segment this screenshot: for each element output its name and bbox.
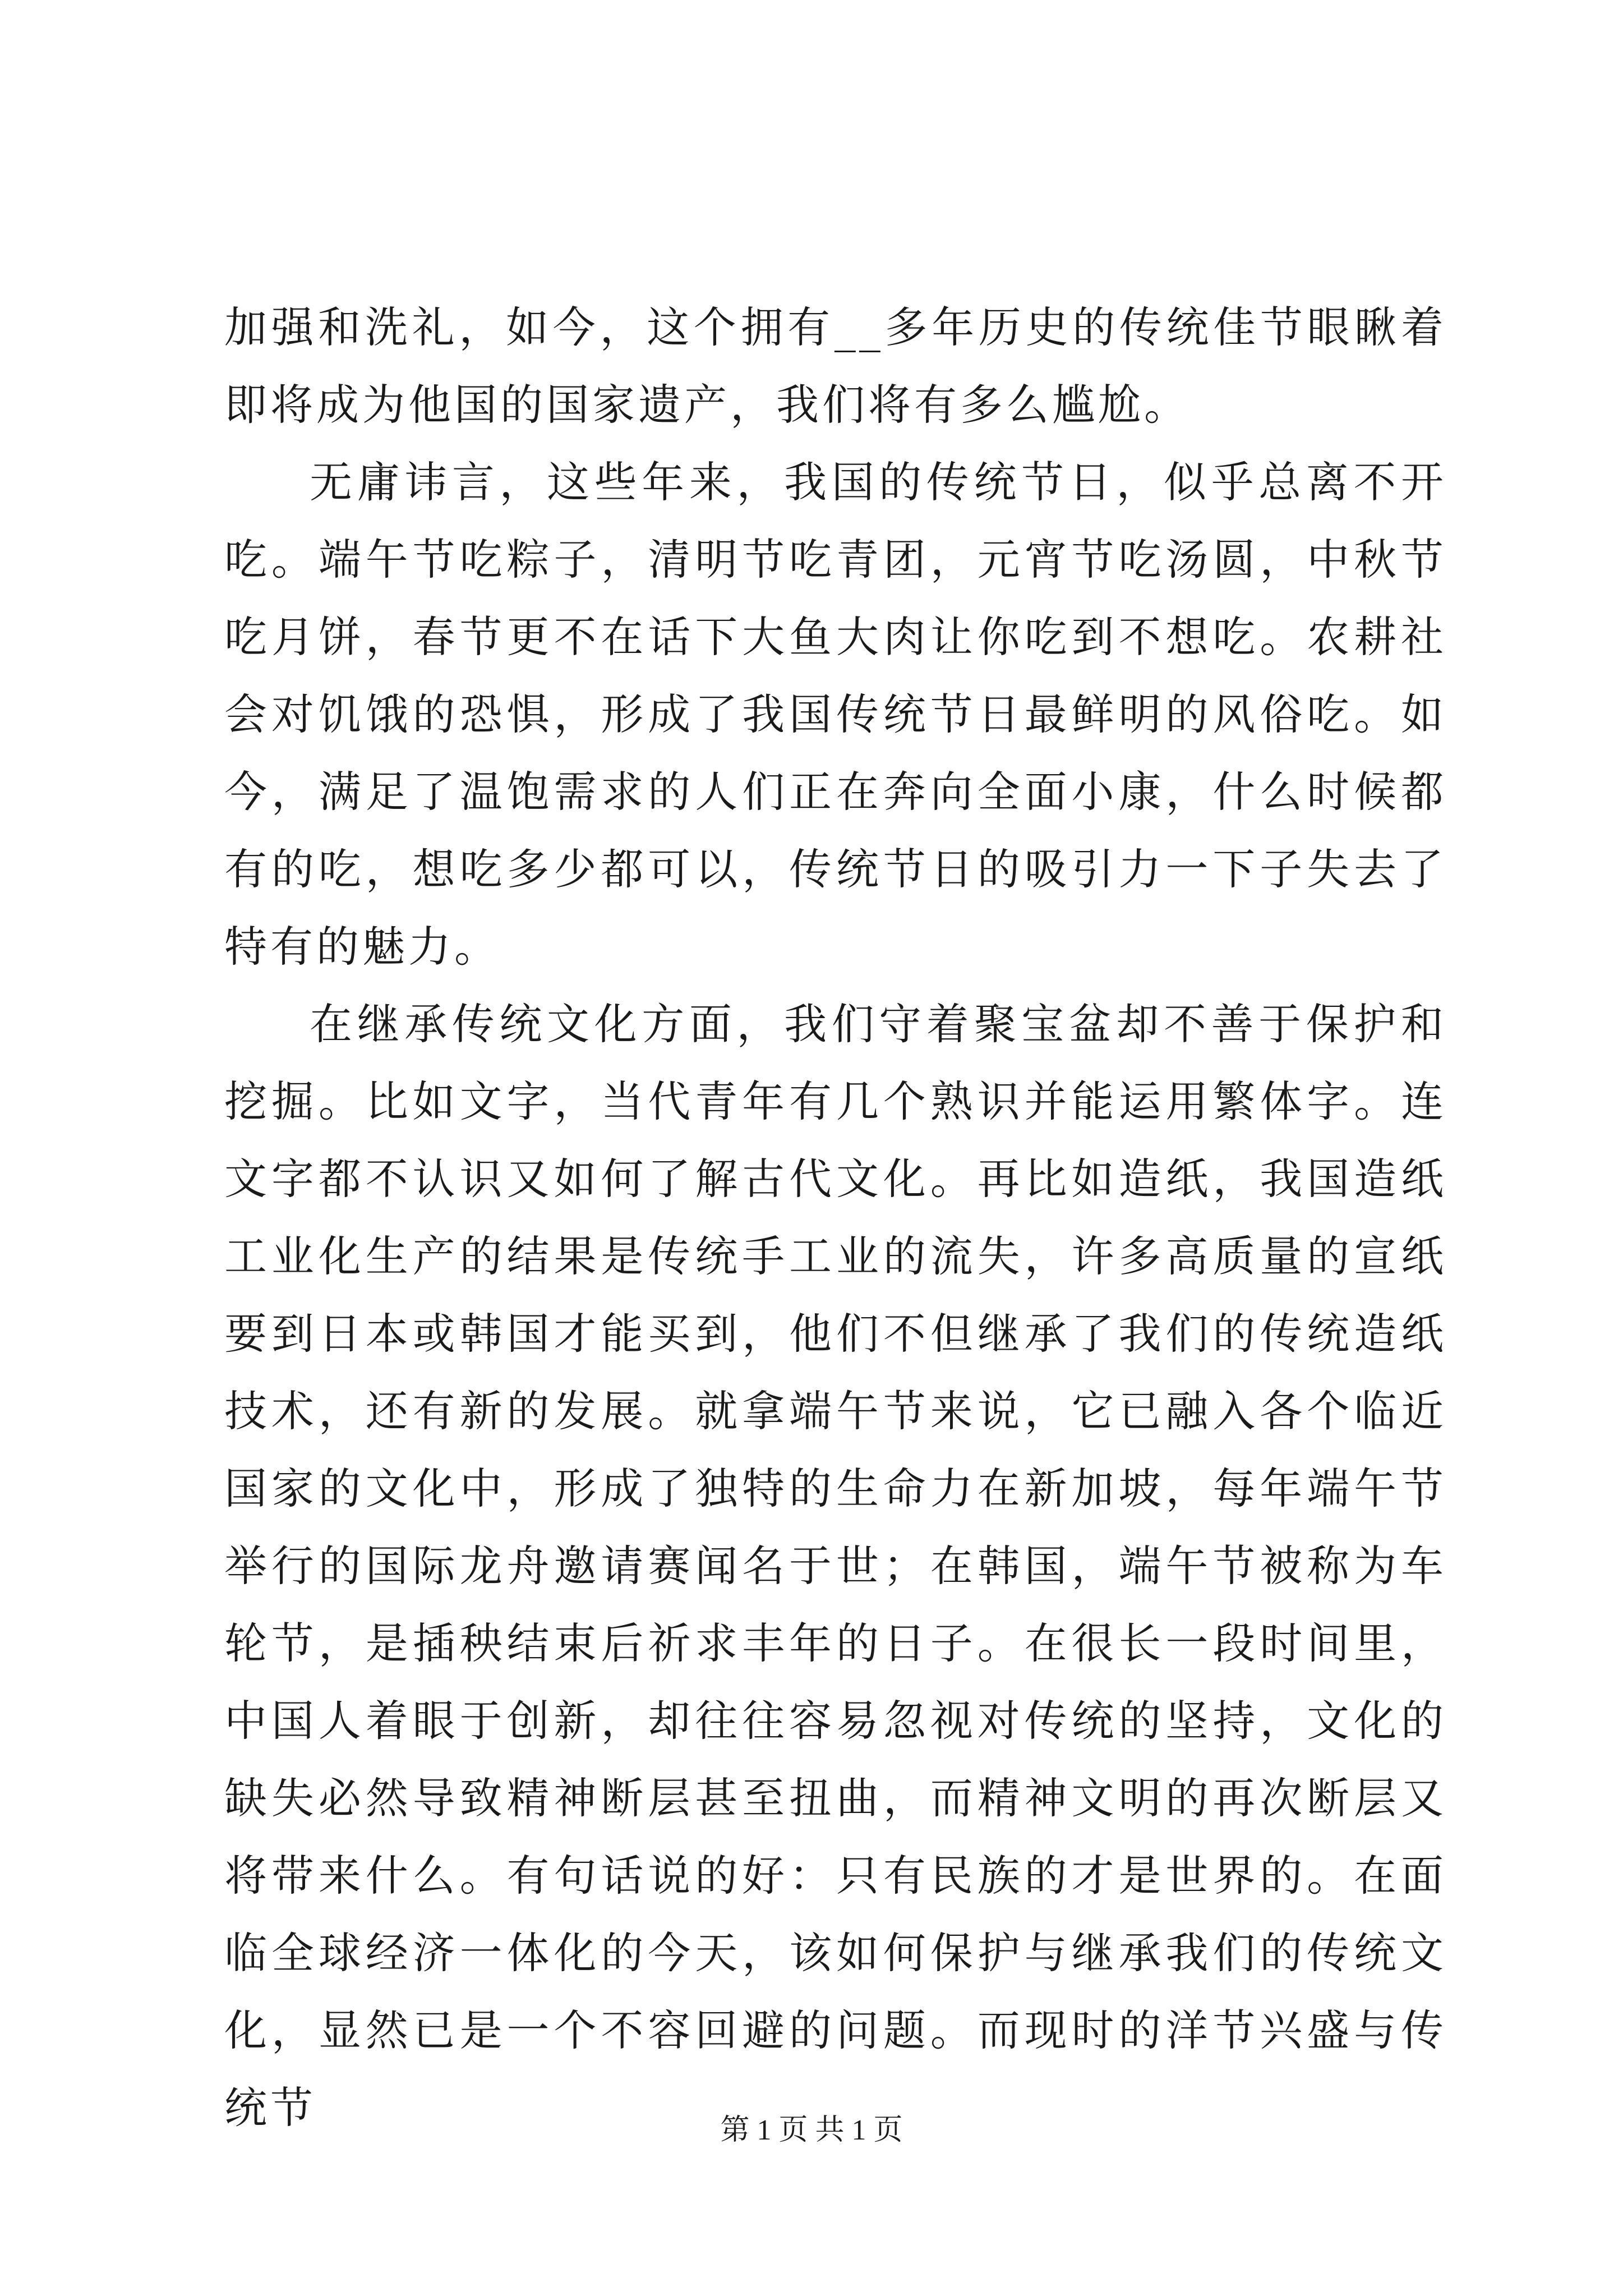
- document-body: [224, 289, 1447, 2147]
- paragraph-3: 在继承传统文化方面，我们守着聚宝盆却不善于保护和挖掘。比如文字，当代青年有几个熟识并能运用繁体字。连文字都不认识又如何了解古代文化。再比如造纸，我国造纸工业化生产的结果是传统手工业的流失，许多高质量的宣纸要到日本或韩国才能买到，他们不但继承了我们的传统造纸技术，还有新的发展。就拿端午节来说，它已融入各个临近国家的文化中，形成了独特的生命力在新加坡，每年端午节举行的国际龙舟邀请赛闻名于世；在韩国，端午节被称为车轮节，是插秧结束后祈求丰年的日子。在很长一段时间里，中国人着眼于创新，却往往容易忽视对传统的坚持，文化的缺失必然导致精神断层甚至扭曲，而精神文明的再次断层又将带来什么。有句话说的好：只有民族的才是世界的。在面临全球经济一体化的今天，该如何保护与继承我们的传统文化，显然已是一个不容回避的问题。而现时的洋节兴盛与传统节: [224, 999, 1447, 2133]
- page-footer: [0, 2108, 1623, 2153]
- paragraph-2: 无庸讳言，这些年来，我国的传统节日，似乎总离不开吃。端午节吃粽子，清明节吃青团，元宵节吃汤圆，中秋节吃月饼，春节更不在话下大鱼大肉让你吃到不想吃。农耕社会对饥饿的恐惧，形成了我国传统节日最鲜明的风俗吃。如今，满足了温饱需求的人们正在奔向全面小康，什么时候都有的吃，想吃多少都可以，传统节日的吸引力一下子失去了特有的魅力。: [224, 457, 1447, 972]
- paragraph-1: 加强和洗礼，如今，这个拥有__多年历史的传统佳节眼瞅着即将成为他国的国家遗产，我们将有多么尴尬。: [224, 302, 1447, 430]
- page-number-label: 第 1 页 共 1 页: [720, 2114, 903, 2146]
